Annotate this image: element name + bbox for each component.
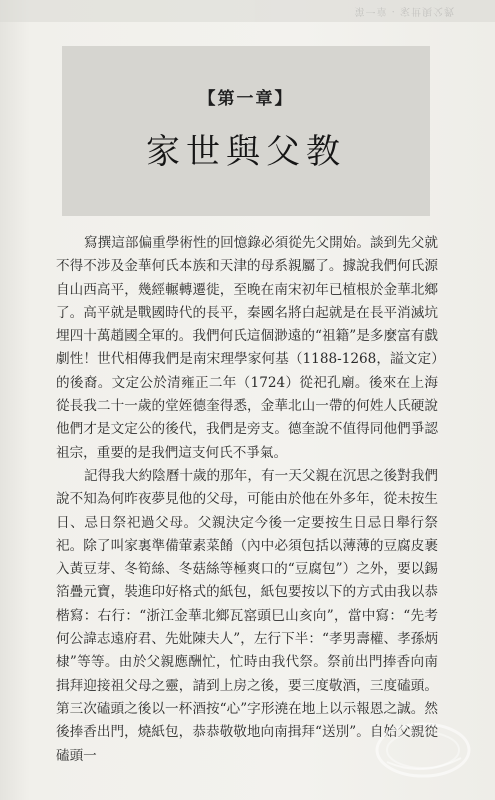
watermark-seal-icon bbox=[353, 712, 473, 782]
running-head bbox=[0, 0, 495, 22]
chapter-heading-block bbox=[62, 46, 430, 216]
running-head-text: 第一章 · 家世與父教 bbox=[354, 5, 455, 16]
body-text bbox=[56, 232, 438, 768]
chapter-title: 家世與父教 bbox=[146, 132, 346, 172]
chapter-label: 【第一章】 bbox=[198, 89, 294, 109]
paragraph: 寫撰這部偏重學術性的回憶錄必須從先父開始。談到先父就不得不涉及金華何氏本族和天津的母系親屬了。據說我們何氏源自山西高平，幾經輾轉遷徙，至晚在南宋初年已植根於金華北鄉了。高平就是戰國時代的長平，秦國名將白起就是在長平消滅坑埋四十萬趙國全軍的。我們何氏這個渺遠的“祖籍”是多麼富有戲劇性！世代相傳我們是南宋理學家何基（1188-1268，謚文定）的後裔。文定公於清雍正二年（1724）從祀孔廟。後來在上海從長我二十一歲的堂姪德奎得悉，金華北山一帶的何姓人氏硬說他們才是文定公的後代，我們是旁支。德奎說不值得同他們爭認祖宗，重要的是我們這支何氏不爭氣。 bbox=[56, 235, 438, 461]
paragraph: 記得我大約陰曆十歲的那年，有一天父親在沉思之後對我們說不知為何昨夜夢見他的父母，可能由於他在外多年，從未按生日、忌日祭祀過父母。父親決定今後一定要按生日忌日舉行祭祀。除了叫家裏準備葷素菜餚（內中必須包括以薄薄的豆腐皮裹入黃豆芽、冬筍絲、冬菇絲等極爽口的“豆腐包”）之外，要以錫箔疊元寶，裝進印好格式的紙包，紙包要按以下的方式由我以恭楷寫：右行：“浙江金華北鄉瓦窰頭巳山亥向”，當中寫：“先考何公諱志遠府君、先妣陳夫人”，左行下半：“孝男壽權、孝孫炳棣”等等。由於父親應酬忙，忙時由我代祭。祭前出門捧香向南揖拜迎接祖父母之靈，請到上房之後，要三度敬酒，三度磕頭。第三次磕頭之後以一杯酒按“心”字形澆在地上以示報恩之誠。然後捧香出門，燒紙包，恭恭敬敬地向南揖拜“送別”。自始父親從磕頭一 bbox=[56, 467, 438, 764]
